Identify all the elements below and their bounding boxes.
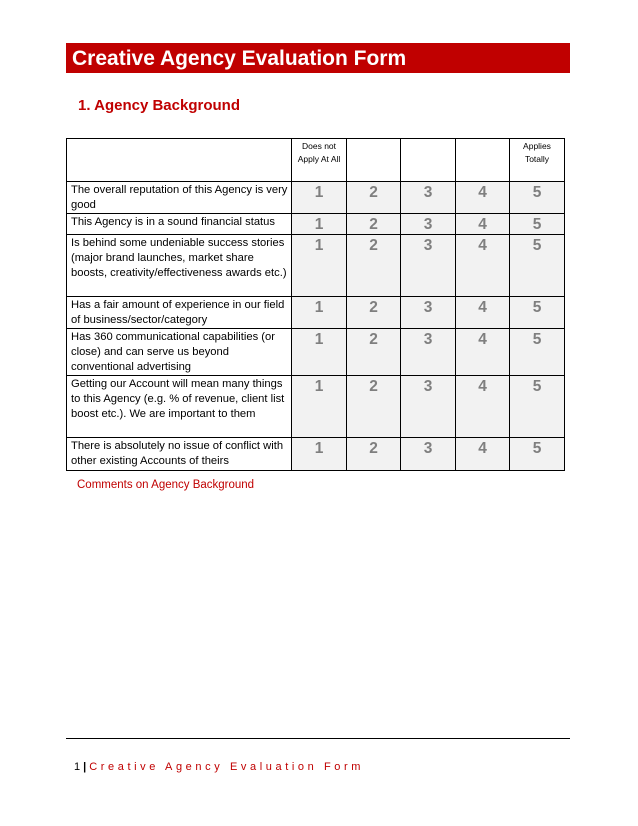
- rating-score-3[interactable]: 3: [401, 235, 456, 297]
- rating-score-1[interactable]: 1: [292, 214, 347, 235]
- row-statement: The overall reputation of this Agency is very good: [67, 182, 292, 214]
- comments-label: Comments on Agency Background: [77, 479, 255, 491]
- rating-score-3[interactable]: 3: [401, 214, 456, 235]
- header-statement-cell: [67, 139, 292, 182]
- rating-score-2[interactable]: 2: [347, 182, 401, 214]
- rating-score-2[interactable]: 2: [347, 214, 401, 235]
- table-row: [67, 235, 565, 297]
- rating-score-2[interactable]: 2: [347, 438, 401, 471]
- rating-score-1[interactable]: 1: [292, 376, 347, 438]
- table-row: [67, 329, 565, 376]
- header-cell-4: [456, 139, 510, 182]
- header-cell-3: [401, 139, 456, 182]
- rating-score-2[interactable]: 2: [347, 376, 401, 438]
- rating-score-5[interactable]: 5: [510, 438, 565, 471]
- rating-score-2[interactable]: 2: [347, 235, 401, 297]
- rating-score-3[interactable]: 3: [401, 438, 456, 471]
- rating-score-4[interactable]: 4: [456, 376, 510, 438]
- row-statement: Is behind some undeniable success stories (major brand launches, market share boosts, creativity/effectiveness awards etc.): [67, 235, 292, 297]
- rating-score-4[interactable]: 4: [456, 182, 510, 214]
- rating-score-4[interactable]: 4: [456, 297, 510, 329]
- row-statement: There is absolutely no issue of conflict with other existing Accounts of theirs: [67, 438, 292, 471]
- header-applies-totally: Applies Totally: [510, 139, 565, 182]
- footer-document-name: Creative Agency Evaluation Form: [89, 761, 365, 773]
- table-row: [67, 376, 565, 438]
- rating-score-1[interactable]: 1: [292, 329, 347, 376]
- page-footer: [74, 761, 364, 773]
- rating-score-3[interactable]: 3: [401, 376, 456, 438]
- rating-score-1[interactable]: 1: [292, 297, 347, 329]
- footer-separator: |: [83, 761, 87, 773]
- section-heading-agency-background: 1. Agency Background: [78, 97, 240, 114]
- row-statement: Getting our Account will mean many things to this Agency (e.g. % of revenue, client list boost etc.). We are important to them: [67, 376, 292, 438]
- form-title: Creative Agency Evaluation Form: [66, 43, 570, 73]
- rating-score-1[interactable]: 1: [292, 182, 347, 214]
- footer-divider: [66, 738, 570, 739]
- row-statement: This Agency is in a sound financial status: [67, 214, 292, 235]
- table-row: [67, 182, 565, 214]
- header-cell-2: [347, 139, 401, 182]
- rating-score-5[interactable]: 5: [510, 297, 565, 329]
- rating-score-3[interactable]: 3: [401, 297, 456, 329]
- rating-score-5[interactable]: 5: [510, 235, 565, 297]
- rating-score-4[interactable]: 4: [456, 235, 510, 297]
- row-statement: Has 360 communicational capabilities (or close) and can serve us beyond conventional advertising: [67, 329, 292, 376]
- rating-score-5[interactable]: 5: [510, 329, 565, 376]
- rating-score-5[interactable]: 5: [510, 376, 565, 438]
- rating-score-5[interactable]: 5: [510, 182, 565, 214]
- table-row: [67, 214, 565, 235]
- table-row: [67, 297, 565, 329]
- rating-score-4[interactable]: 4: [456, 214, 510, 235]
- rating-score-1[interactable]: 1: [292, 438, 347, 471]
- rating-score-2[interactable]: 2: [347, 329, 401, 376]
- header-does-not-apply: Does not Apply At All: [292, 139, 347, 182]
- rating-score-5[interactable]: 5: [510, 214, 565, 235]
- rating-score-3[interactable]: 3: [401, 182, 456, 214]
- rating-score-4[interactable]: 4: [456, 329, 510, 376]
- evaluation-table: [66, 138, 565, 471]
- rating-score-2[interactable]: 2: [347, 297, 401, 329]
- page-number: 1: [74, 761, 81, 773]
- row-statement: Has a fair amount of experience in our field of business/sector/category: [67, 297, 292, 329]
- table-row: [67, 438, 565, 471]
- table-header-row: [67, 139, 565, 182]
- rating-score-1[interactable]: 1: [292, 235, 347, 297]
- rating-score-4[interactable]: 4: [456, 438, 510, 471]
- rating-score-3[interactable]: 3: [401, 329, 456, 376]
